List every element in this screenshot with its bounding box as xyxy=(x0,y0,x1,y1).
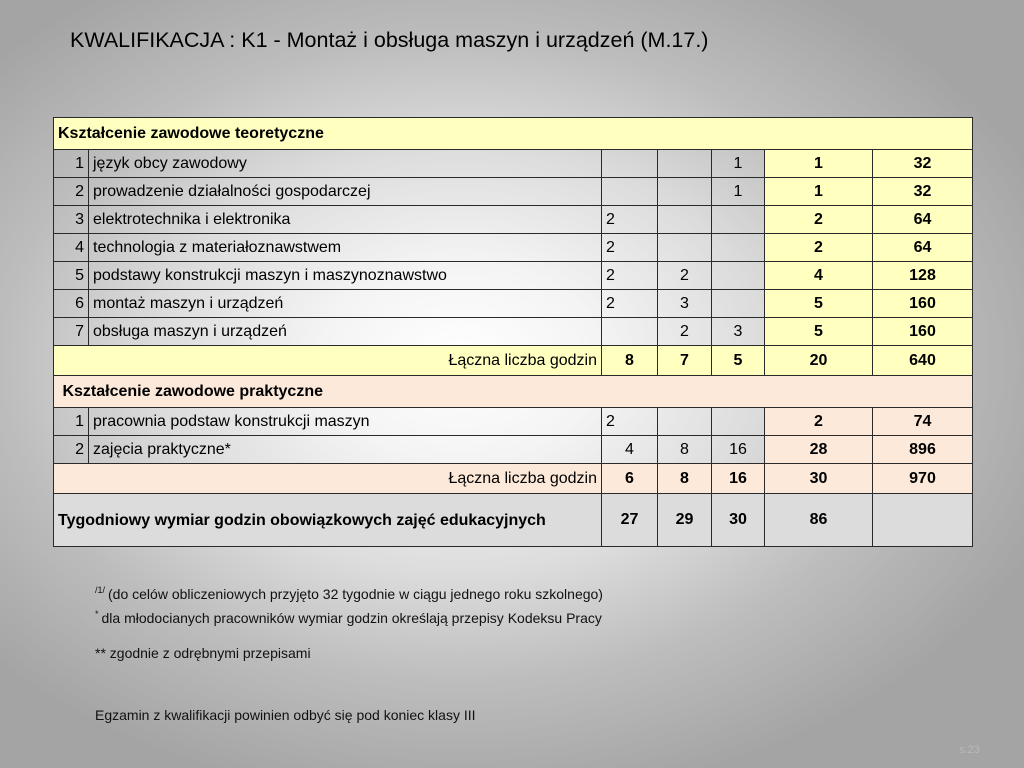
total-hours: 32 xyxy=(873,150,973,178)
table-row xyxy=(54,178,973,206)
class-3-hours xyxy=(712,408,765,436)
class-1-hours: 2 xyxy=(602,290,658,318)
subject-name: język obcy zawodowy xyxy=(89,150,602,178)
class-3-total: 5 xyxy=(712,346,765,376)
weekly-sum: 5 xyxy=(765,318,873,346)
subject-name: podstawy konstrukcji maszyn i maszynoznawstwo xyxy=(89,262,602,290)
total-label: Łączna liczba godzin xyxy=(54,464,602,494)
class-1-hours: 2 xyxy=(602,206,658,234)
total-hours: 160 xyxy=(873,318,973,346)
subject-name: zajęcia praktyczne* xyxy=(89,436,602,464)
class-2-hours xyxy=(658,150,712,178)
weekly-sum-total: 20 xyxy=(765,346,873,376)
weekly-sum-all: 86 xyxy=(765,494,873,547)
class-1-hours xyxy=(602,178,658,206)
table-row xyxy=(54,408,973,436)
class-2-hours: 8 xyxy=(658,436,712,464)
class-3-hours: 3 xyxy=(712,318,765,346)
table-row xyxy=(54,234,973,262)
subject-name: technologia z materiałoznawstwem xyxy=(89,234,602,262)
class-1-hours xyxy=(602,150,658,178)
subject-name: elektrotechnika i elektronika xyxy=(89,206,602,234)
weekly-sum-total: 30 xyxy=(765,464,873,494)
table-row xyxy=(54,150,973,178)
class-1-total: 8 xyxy=(602,346,658,376)
theory-heading: Kształcenie zawodowe teoretyczne xyxy=(54,118,973,150)
weekly-hours-empty xyxy=(873,494,973,547)
class-1-hours: 2 xyxy=(602,234,658,262)
weekly-sum: 2 xyxy=(765,234,873,262)
row-number: 1 xyxy=(54,150,89,178)
row-number: 3 xyxy=(54,206,89,234)
row-number: 7 xyxy=(54,318,89,346)
weekly-sum: 4 xyxy=(765,262,873,290)
row-number: 6 xyxy=(54,290,89,318)
class-2-weekly: 29 xyxy=(658,494,712,547)
class-2-hours xyxy=(658,408,712,436)
table-row xyxy=(54,436,973,464)
exam-note: Egzamin z kwalifikacji powinien odbyć się pod koniec klasy III xyxy=(95,707,476,723)
class-3-total: 16 xyxy=(712,464,765,494)
class-2-hours: 2 xyxy=(658,318,712,346)
footnote-2-mark: * xyxy=(95,609,99,619)
class-2-hours xyxy=(658,178,712,206)
subject-name: pracownia podstaw konstrukcji maszyn xyxy=(89,408,602,436)
class-3-hours: 1 xyxy=(712,178,765,206)
weekly-sum: 1 xyxy=(765,150,873,178)
class-2-hours: 3 xyxy=(658,290,712,318)
theory-total-row xyxy=(54,346,973,376)
practice-heading: Kształcenie zawodowe praktyczne xyxy=(54,376,973,408)
class-2-hours xyxy=(658,234,712,262)
table-row xyxy=(54,206,973,234)
class-2-hours: 2 xyxy=(658,262,712,290)
row-number: 1 xyxy=(54,408,89,436)
class-1-total: 6 xyxy=(602,464,658,494)
row-number: 4 xyxy=(54,234,89,262)
slide-number: s.23 xyxy=(959,744,980,756)
class-1-hours: 2 xyxy=(602,262,658,290)
class-3-hours: 1 xyxy=(712,150,765,178)
total-hours: 32 xyxy=(873,178,973,206)
weekly-sum: 28 xyxy=(765,436,873,464)
total-hours: 160 xyxy=(873,290,973,318)
table-row xyxy=(54,318,973,346)
table-row xyxy=(54,290,973,318)
class-3-hours: 16 xyxy=(712,436,765,464)
practice-total-row xyxy=(54,464,973,494)
total-hours-total: 970 xyxy=(873,464,973,494)
weekly-label: Tygodniowy wymiar godzin obowiązkowych zajęć edukacyjnych xyxy=(54,494,602,547)
subject-name: prowadzenie działalności gospodarczej xyxy=(89,178,602,206)
total-hours: 74 xyxy=(873,408,973,436)
class-1-hours xyxy=(602,318,658,346)
weekly-total-row xyxy=(54,494,973,547)
slide-title: KWALIFIKACJA : K1 - Montaż i obsługa maszyn i urządzeń (M.17.) xyxy=(70,28,709,52)
class-2-total: 7 xyxy=(658,346,712,376)
weekly-sum: 2 xyxy=(765,408,873,436)
class-2-total: 8 xyxy=(658,464,712,494)
total-hours-total: 640 xyxy=(873,346,973,376)
subject-name: montaż maszyn i urządzeń xyxy=(89,290,602,318)
total-hours: 64 xyxy=(873,234,973,262)
theory-section-header xyxy=(54,118,973,150)
footnote-3: ** zgodnie z odrębnymi przepisami xyxy=(95,645,311,661)
row-number: 2 xyxy=(54,436,89,464)
weekly-sum: 2 xyxy=(765,206,873,234)
footnote-2-text: dla młodocianych pracowników wymiar godzin określają przepisy Kodeksu Pracy xyxy=(101,610,602,626)
total-hours: 896 xyxy=(873,436,973,464)
class-3-hours xyxy=(712,234,765,262)
weekly-sum: 5 xyxy=(765,290,873,318)
footnote-1-mark: /1/ xyxy=(95,585,106,595)
class-1-hours: 2 xyxy=(602,408,658,436)
total-label: Łączna liczba godzin xyxy=(54,346,602,376)
class-3-weekly: 30 xyxy=(712,494,765,547)
class-3-hours xyxy=(712,262,765,290)
subject-name: obsługa maszyn i urządzeń xyxy=(89,318,602,346)
class-3-hours xyxy=(712,290,765,318)
weekly-sum: 1 xyxy=(765,178,873,206)
hours-table xyxy=(53,117,973,547)
row-number: 5 xyxy=(54,262,89,290)
row-number: 2 xyxy=(54,178,89,206)
practice-section-header xyxy=(54,376,973,408)
table-row xyxy=(54,262,973,290)
class-1-weekly: 27 xyxy=(602,494,658,547)
footnote-1-text: (do celów obliczeniowych przyjęto 32 tygodnie w ciągu jednego roku szkolnego) xyxy=(108,586,603,602)
class-2-hours xyxy=(658,206,712,234)
footnote-1 xyxy=(95,585,603,602)
total-hours: 128 xyxy=(873,262,973,290)
class-1-hours: 4 xyxy=(602,436,658,464)
total-hours: 64 xyxy=(873,206,973,234)
class-3-hours xyxy=(712,206,765,234)
footnote-2 xyxy=(95,609,602,626)
